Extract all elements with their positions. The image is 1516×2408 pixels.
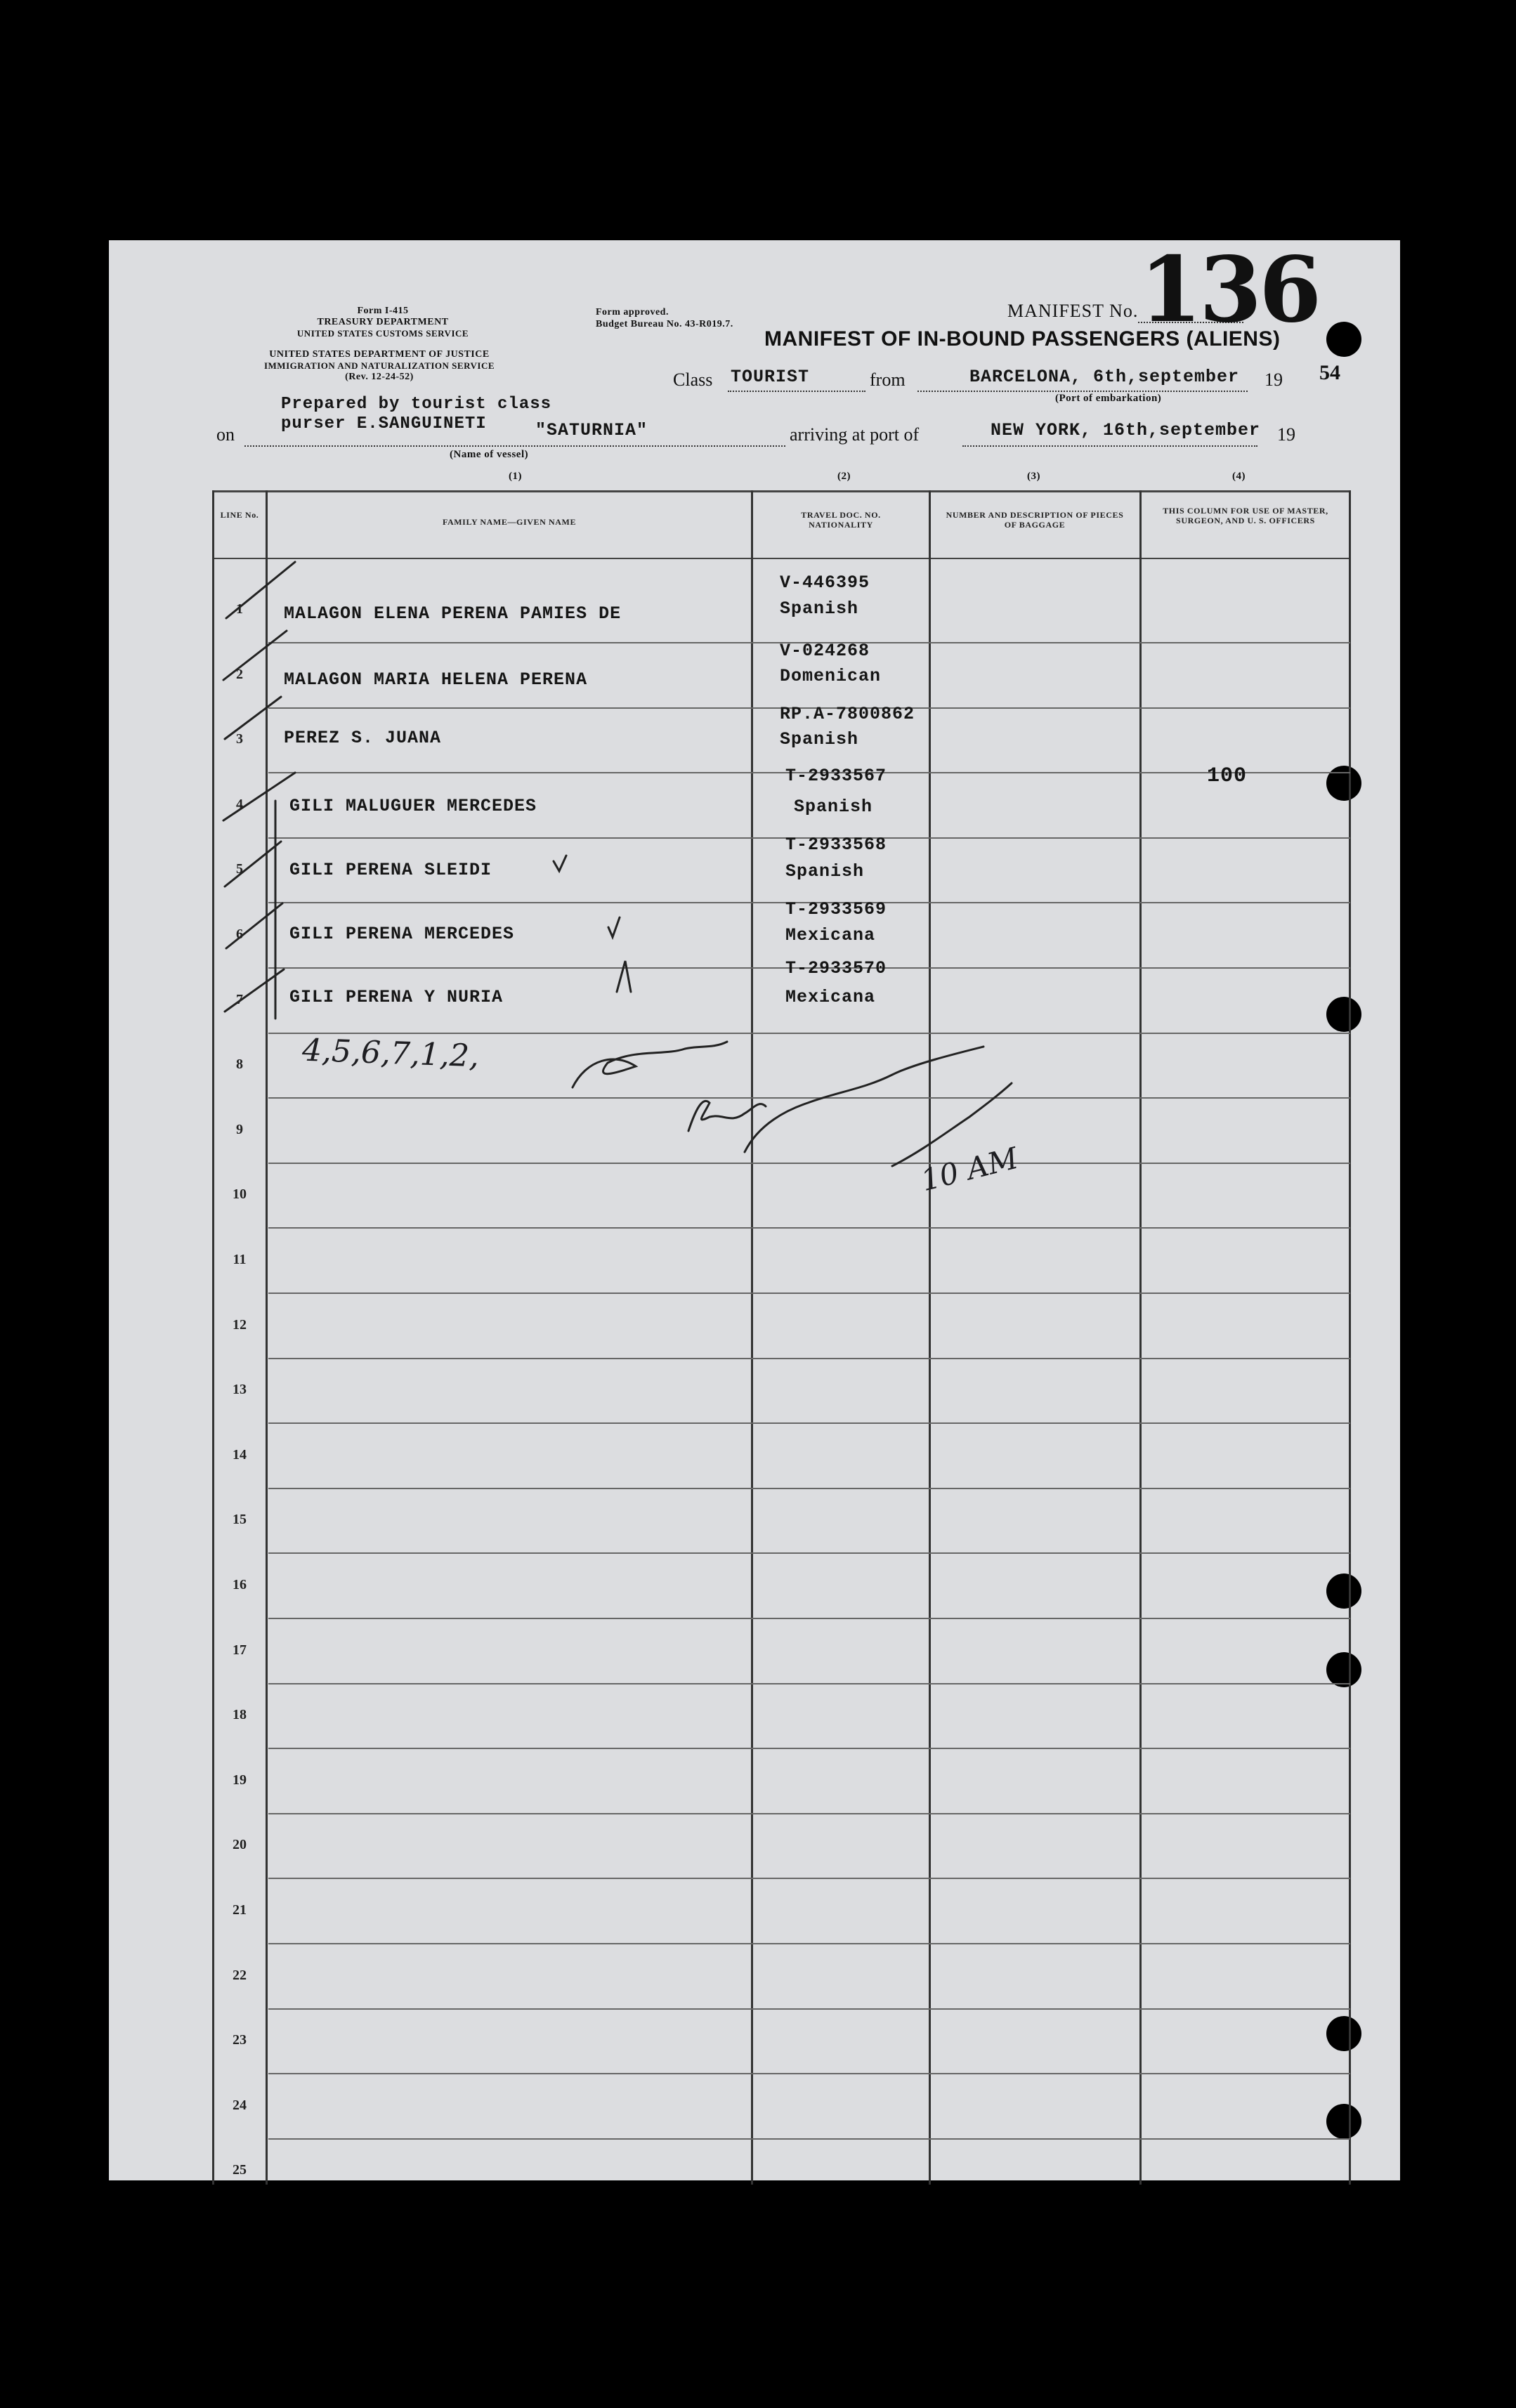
nationality: Spanish: [785, 861, 865, 882]
line-number: 24: [233, 2097, 247, 2113]
line-number: 12: [233, 1316, 247, 1333]
row-divider: [268, 2008, 1350, 2010]
line-number: 11: [233, 1252, 247, 1267]
line-number: 16: [233, 1577, 247, 1592]
embarkation-note: (Port of embarkation): [1055, 393, 1162, 404]
passenger-name: GILI PERENA MERCEDES: [289, 924, 515, 944]
row-divider: [268, 1163, 1350, 1164]
line-number: 19: [233, 1772, 247, 1788]
col1-number: (1): [509, 471, 522, 482]
col-divider-3: [929, 490, 931, 2185]
dept-justice: UNITED STATES DEPARTMENT OF JUSTICE: [269, 349, 490, 360]
table-top-border: [212, 490, 1350, 492]
row-divider: [268, 1683, 1350, 1684]
line-number: 15: [233, 1512, 247, 1528]
line-number: 22: [233, 1967, 247, 1983]
prepared-by-line2: purser E.SANGUINETI: [281, 414, 487, 433]
col4-number: (4): [1232, 471, 1246, 482]
line-number: 2: [236, 666, 243, 682]
officer-note: 100: [1207, 764, 1248, 788]
passenger-name: PEREZ S. JUANA: [284, 728, 442, 748]
manifest-number: 136: [1139, 237, 1319, 343]
col3-number: (3): [1027, 471, 1040, 482]
travel-doc-number: T-2933570: [785, 958, 887, 979]
line-number: 1: [236, 601, 243, 617]
line-number: 18: [233, 1707, 247, 1723]
year2-prefix: 19: [1277, 424, 1295, 445]
handwritten-time: 10 AM: [917, 1140, 1021, 1198]
row-divider: [268, 1097, 1350, 1099]
line-number: 9: [236, 1121, 243, 1137]
vessel-note: (Name of vessel): [450, 449, 529, 460]
table-left-border: [212, 490, 214, 2185]
row-divider: [268, 1748, 1350, 1749]
class-label: Class: [673, 369, 713, 390]
nationality: Spanish: [780, 729, 859, 750]
form-approved: Form approved.: [596, 307, 669, 318]
year-value: 54: [1319, 361, 1340, 384]
row-divider: [268, 1813, 1350, 1814]
row-divider: [268, 2073, 1350, 2074]
travel-doc-number: T-2933569: [785, 899, 887, 920]
row-divider: [268, 1033, 1350, 1034]
line-number: 17: [233, 1642, 247, 1658]
passenger-name: GILI PERENA Y NURIA: [289, 987, 504, 1007]
class-underline: [728, 391, 865, 392]
nationality: Spanish: [780, 598, 859, 619]
nationality: Domenican: [780, 666, 882, 686]
line-number: 7: [236, 991, 243, 1007]
table-right-border: [1349, 490, 1351, 2185]
line-number: 6: [236, 927, 243, 942]
budget-bureau: Budget Bureau No. 43-R019.7.: [596, 319, 733, 329]
nationality: Spanish: [794, 797, 873, 817]
header-bottom-border: [212, 558, 1350, 559]
travel-doc-number: V-446395: [780, 572, 870, 593]
arriving-underline: [962, 445, 1257, 447]
line-number: 4: [236, 796, 243, 812]
punch-hole: [1326, 322, 1361, 357]
passenger-name: MALAGON MARIA HELENA PERENA: [284, 669, 588, 690]
line-number: 13: [233, 1382, 247, 1398]
line-number: 25: [233, 2162, 247, 2178]
manifest-no-label: MANIFEST No.: [1007, 301, 1139, 321]
line-number: 23: [233, 2032, 247, 2048]
row-divider: [268, 2138, 1350, 2140]
row-divider: [268, 1422, 1350, 1424]
row-divider: [268, 1488, 1350, 1489]
line-number: 21: [233, 1902, 247, 1918]
row-divider: [268, 1358, 1350, 1359]
dept-treasury-sub: UNITED STATES CUSTOMS SERVICE: [296, 328, 469, 339]
line-number: 3: [236, 731, 243, 747]
passenger-name: GILI MALUGUER MERCEDES: [289, 796, 537, 816]
form-number: Form I-415: [357, 306, 409, 316]
nationality: Mexicana: [785, 925, 876, 945]
arriving-value: NEW YORK, 16th,september: [991, 420, 1261, 440]
row-divider: [268, 1618, 1350, 1619]
from-underline: [917, 391, 1248, 392]
handwritten-line-list: 4,5,6,7,1,2,: [301, 1032, 480, 1075]
header-name: FAMILY NAME—GIVEN NAME: [442, 517, 577, 527]
line-number: 5: [236, 861, 243, 877]
on-label: on: [216, 424, 235, 445]
form-revision: (Rev. 12-24-52): [345, 372, 414, 382]
line-number: 10: [233, 1186, 247, 1203]
row-divider: [268, 1878, 1350, 1879]
vessel-underline: [244, 445, 785, 447]
header-baggage: NUMBER AND DESCRIPTION OF PIECES OF BAGGAGE: [946, 510, 1124, 530]
col-divider-4: [1139, 490, 1142, 2185]
row-divider: [268, 1227, 1350, 1229]
col2-number: (2): [837, 471, 851, 482]
prepared-by-line1: Prepared by tourist class: [281, 395, 552, 414]
vessel-name: "SATURNIA": [535, 420, 648, 440]
dept-justice-sub: IMMIGRATION AND NATURALIZATION SERVICE: [263, 360, 495, 371]
col-divider-1: [266, 490, 268, 2185]
passenger-name: MALAGON ELENA PERENA PAMIES DE: [284, 603, 622, 624]
row-divider: [268, 1552, 1350, 1554]
travel-doc-number: T-2933567: [785, 766, 887, 786]
travel-doc-number: T-2933568: [785, 835, 887, 855]
header-travel-doc: TRAVEL DOC. NO. NATIONALITY: [801, 510, 881, 530]
line-number: 14: [233, 1446, 247, 1463]
nationality: Mexicana: [785, 987, 876, 1007]
line-number: 8: [236, 1056, 243, 1073]
year-prefix: 19: [1265, 369, 1283, 390]
row-divider: [268, 1293, 1350, 1294]
header-officers: THIS COLUMN FOR USE OF MASTER, SURGEON, AND U. S. OFFICERS: [1163, 506, 1328, 525]
row-divider: [268, 1943, 1350, 1944]
from-label: from: [870, 369, 906, 390]
col-divider-2: [751, 490, 753, 2185]
class-value: TOURIST: [731, 367, 810, 387]
header-line-no: LINE No.: [220, 510, 259, 520]
travel-doc-number: RP.A-7800862: [780, 704, 915, 724]
travel-doc-number: V-024268: [780, 641, 870, 661]
manifest-title: MANIFEST OF IN-BOUND PASSENGERS (ALIENS): [764, 327, 1281, 351]
line-number: 20: [233, 1837, 247, 1853]
from-value: BARCELONA, 6th,september: [969, 367, 1240, 387]
passenger-name: GILI PERENA SLEIDI: [289, 860, 492, 880]
arriving-label: arriving at port of: [790, 424, 920, 445]
dept-treasury: TREASURY DEPARTMENT: [317, 317, 449, 327]
